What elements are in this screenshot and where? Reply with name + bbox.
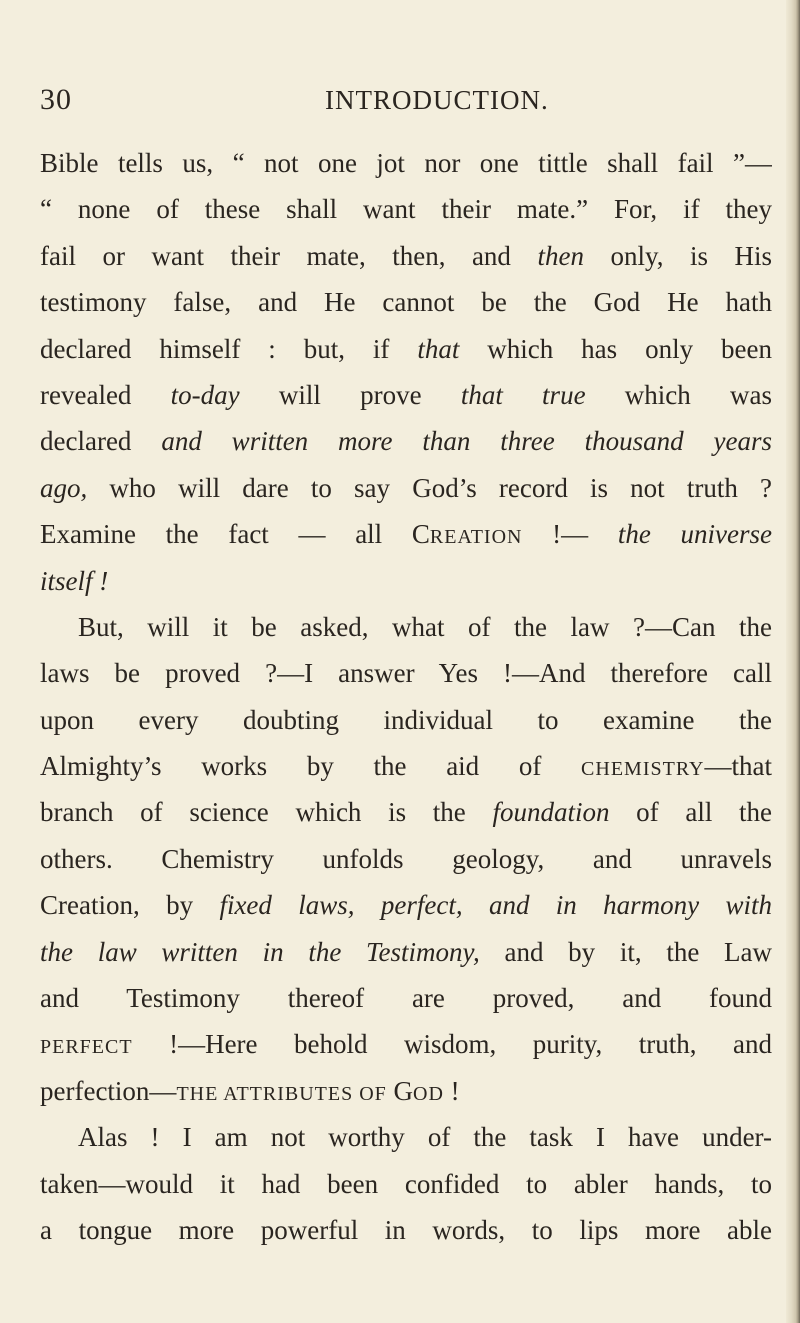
text-line: declared and written more than three thousand years: [40, 426, 772, 457]
text-line: declared himself : but, if that which has only been: [40, 333, 772, 364]
text-line: taken—would it had been confided to abler hands, to: [40, 1168, 772, 1199]
text-line: “ none of these shall want their mate.” For, if they: [40, 194, 772, 225]
italic-text: that true: [460, 379, 586, 410]
text-line: and Testimony thereof are proved, and found: [40, 983, 772, 1014]
page-header: [40, 80, 760, 120]
text-line: Alas ! I am not worthy of the task I have under-: [78, 1122, 772, 1153]
page-edge-shadow: [786, 0, 800, 1323]
text-line: branch of science which is the foundation of all the: [40, 797, 772, 828]
text-line: the law written in the Testimony, and by it, the Law: [40, 936, 772, 967]
italic-text: then: [537, 240, 584, 271]
italic-text: the law written in the Testimony,: [40, 936, 480, 967]
capital-letter: C: [411, 519, 430, 550]
small-caps-text: PERFECT: [40, 1036, 133, 1059]
text-line: ago, who will dare to say God’s record is not truth ?: [40, 472, 772, 503]
page-number: 30: [40, 83, 72, 116]
text-line: [40, 558, 772, 604]
text-line: Creation, by fixed laws, perfect, and in harmony with: [40, 890, 772, 921]
small-caps-text: CHEMISTRY: [581, 758, 705, 781]
text-line: But, will it be asked, what of the law ?—Can the: [78, 611, 772, 642]
italic-text: that: [417, 333, 460, 364]
text-line: Bible tells us, “ not one jot nor one tittle shall fail ”—: [40, 148, 772, 178]
text-line: upon every doubting individual to examine the: [40, 704, 772, 735]
capital-letter: G: [393, 1075, 414, 1106]
text-line: fail or want their mate, then, and then only, is His: [40, 240, 772, 271]
text-line: PERFECT !—Here behold wisdom, purity, truth, and: [40, 1029, 772, 1060]
text-line: revealed to-day will prove that true which was: [40, 379, 772, 410]
text-line: laws be proved ?—I answer Yes !—And therefore call: [40, 658, 772, 689]
italic-text: and written more than three thousand years: [161, 426, 772, 457]
italic-text: the universe: [617, 519, 772, 550]
text-line: testimony false, and He cannot be the God He hath: [40, 287, 772, 318]
italic-text: fixed laws, perfect, and in harmony with: [219, 890, 772, 921]
italic-text: to-day: [170, 379, 240, 410]
running-head: INTRODUCTION.: [325, 85, 549, 115]
text-line: Almighty’s works by the aid of CHEMISTRY—that: [40, 751, 772, 782]
text-line: a tongue more powerful in words, to lips more able: [40, 1214, 772, 1245]
text-line: others. Chemistry unfolds geology, and unravels: [40, 843, 772, 874]
text-line: perfection—THE ATTRIBUTES OF GOD !: [40, 1075, 460, 1106]
small-caps-text: THE ATTRIBUTES OF: [176, 1082, 387, 1105]
italic-text: foundation: [492, 797, 610, 828]
text-line: Examine the fact — all CREATION !— the universe: [40, 519, 772, 550]
italic-text: ago,: [40, 472, 88, 503]
small-caps-text: OD: [413, 1082, 444, 1105]
body-text: [40, 140, 772, 1253]
small-caps-text: REATION: [429, 526, 523, 549]
italic-text: itself !: [40, 565, 109, 596]
